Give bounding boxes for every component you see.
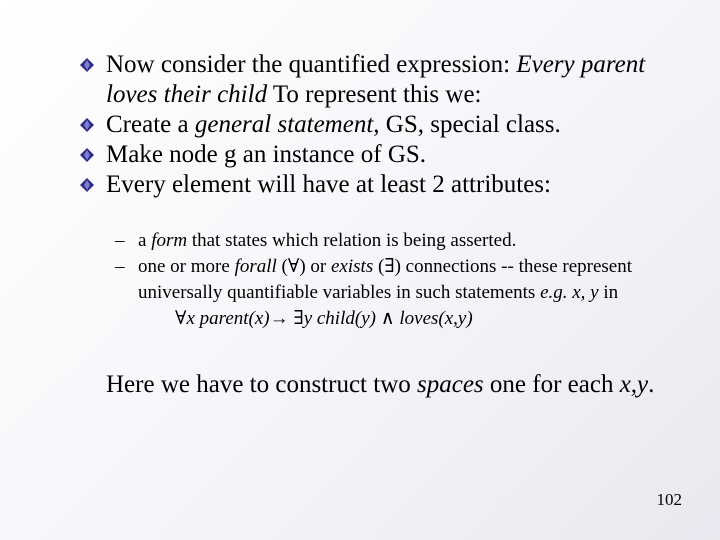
closing-part: Here we have to construct two [106, 371, 417, 398]
closing-part: one for each [483, 371, 620, 398]
sub-text: a [138, 230, 152, 251]
logic-formula: ∀x parent(x)→ ∃y child(y) ∧ loves(x,y) [175, 308, 473, 329]
bullet-text: To represent this we: [267, 81, 482, 108]
diamond-bullet-icon [80, 118, 94, 132]
bullet-text: Now consider the quantified expression: [106, 51, 517, 78]
sub-emphasis: e.g. x, y [540, 282, 599, 303]
closing-emphasis: spaces [417, 371, 484, 398]
sub-text: (∃) connections -- these represent universally quantifiable variables in such statements [138, 256, 633, 303]
dash-marker: – [115, 256, 125, 277]
bullet-text: Create a [106, 111, 195, 138]
sub-text: in [598, 282, 619, 303]
bullet-text: Every element will have at least 2 attributes: [106, 171, 551, 198]
bullet-item [80, 110, 680, 140]
bullet-text: , GS, special class. [373, 111, 561, 138]
bullet-item [80, 140, 680, 170]
diamond-bullet-icon [80, 178, 94, 192]
closing-text [106, 370, 666, 400]
sub-bullet-list [115, 228, 635, 332]
dash-marker: – [115, 230, 125, 251]
bullet-emphasis: general statement [194, 111, 374, 138]
diamond-bullet-icon [80, 58, 94, 72]
sub-emphasis: forall [234, 256, 277, 277]
bullet-item [80, 170, 680, 200]
bullet-emphasis: Every parent loves their child [106, 51, 646, 108]
closing-part: . [648, 371, 655, 398]
sub-bullet-item [115, 228, 635, 254]
sub-text: one or more [138, 256, 235, 277]
sub-text: that states which relation is being asserted. [187, 230, 517, 251]
diamond-bullet-icon [80, 148, 94, 162]
bullet-text: Make node g an instance of GS. [106, 141, 427, 168]
sub-emphasis: form [151, 230, 188, 251]
sub-bullet-item [115, 254, 635, 306]
page-number: 102 [656, 490, 682, 509]
sub-text: (∀) or [276, 256, 331, 277]
closing-emphasis: x,y [619, 371, 649, 398]
bullet-item [80, 50, 680, 110]
sub-emphasis: exists [331, 256, 374, 277]
bullet-list [80, 50, 680, 200]
